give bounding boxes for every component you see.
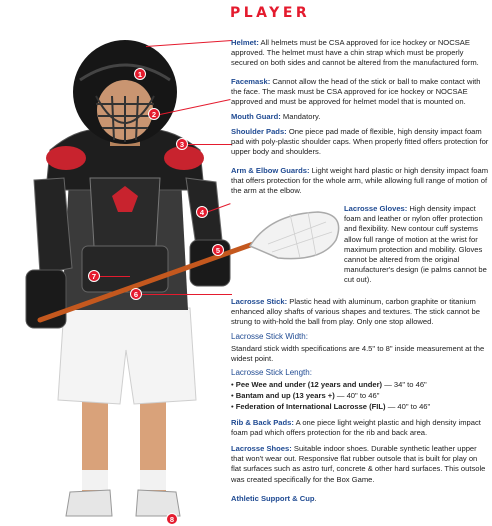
shoulder-pads-term: Shoulder Pads:: [231, 127, 287, 136]
shoes-text: Suitable indoor shoes. Durable synthetic leather upper that won't wear out. Responsive flat rubber outsole that is built for play on flat surfaces such as astro turf, concrete & other hard surfaces. This outsole was created specifically for the Box Game.: [231, 444, 486, 484]
rib-pads-section: [231, 418, 489, 438]
stick-length-item: • Federation of International Lacrosse (FIL) — 40" to 46": [231, 402, 431, 411]
shoes-term: Lacrosse Shoes:: [231, 444, 292, 453]
left-arm-guard: [34, 178, 72, 274]
facemask-section: [231, 77, 489, 108]
left-shoe-icon: [66, 490, 112, 516]
marker-7: 7: [88, 270, 100, 282]
stick-length-heading: Lacrosse Stick Length:: [231, 368, 312, 377]
facemask-term: Facemask:: [231, 77, 271, 86]
rib-pads-term: Rib & Back Pads:: [231, 418, 294, 427]
marker-2: 2: [148, 108, 160, 120]
marker-5: 5: [212, 244, 224, 256]
page-title: PLAYER: [230, 5, 311, 21]
shoes-section: [231, 444, 489, 485]
shoulder-pads-section: [231, 127, 489, 158]
rib-leader: [100, 276, 130, 277]
facemask-text: Cannot allow the head of the stick or ball to make contact with the face. The mask must be CSA approved for ice hockey or NOCSAE approved and must be approved for helmet model that is mounted on.: [231, 77, 481, 107]
right-shoe-icon: [136, 490, 180, 516]
marker-3: 3: [176, 138, 188, 150]
stick-head: [250, 212, 339, 259]
stick-width-heading: Lacrosse Stick Width:: [231, 332, 308, 341]
shoulder-pads-text: One piece pad made of flexible, high density impact foam pad with poly-plastic shoulder caps. When properly fitted offers protection for upper body and shoulders.: [231, 127, 489, 157]
stick-length-item: • Pee Wee and under (12 years and under) — 34" to 46": [231, 380, 427, 389]
marker-4: 4: [196, 206, 208, 218]
rib-pads-text: A one piece light weight plastic and high density impact foam pad which offers protection for the rib and back area.: [231, 418, 481, 438]
rib-pad: [82, 246, 168, 292]
arm-guards-text: Light weight hard plastic or high density impact foam that offers protection for the whole arm, while allowing full range of motion of the arm at the elbow.: [231, 166, 489, 196]
helmet-section: [231, 38, 489, 69]
marker-8: 8: [166, 513, 178, 525]
shoulder-leader: [186, 144, 232, 145]
stick-width-text: Standard stick width specifications are 4.5" to 8" inside measurement at the widest point.: [231, 344, 485, 364]
stick-term: Lacrosse Stick:: [231, 297, 288, 306]
support-section: [231, 494, 489, 504]
mouth-guard-term: Mouth Guard:: [231, 112, 281, 121]
stick-section: [231, 297, 489, 328]
mouth-guard-section: [231, 112, 489, 122]
marker-6: 6: [130, 288, 142, 300]
support-text: .: [314, 494, 317, 503]
stick-length-item: • Bantam and up (13 years +) — 40" to 46": [231, 391, 380, 400]
gloves-text: High density impact foam and leather or nylon offer protection and flexibility. New contour cuff systems allow full range of motion at the wrist for maximum protection and mobility. Gloves cannot be altered from the original manufacturer's design (ie palms cannot be cut out).: [344, 204, 487, 285]
arm-guards-section: [231, 166, 489, 197]
gloves-term: Lacrosse Gloves:: [344, 204, 408, 213]
helmet-term: Helmet:: [231, 38, 259, 47]
shorts: [58, 308, 196, 404]
stick-text: Plastic head with aluminum, carbon graphite or titanium enhanced alloy shafts of various shapes and textures. The stick cannot be strung to with-hold the ball from play. Only one stop allowed.: [231, 297, 480, 327]
support-term: Athletic Support & Cup: [231, 494, 315, 503]
mouth-guard-text: Mandatory.: [280, 112, 321, 121]
stick-leader: [142, 294, 232, 295]
arm-guards-term: Arm & Elbow Guards:: [231, 166, 310, 175]
gloves-section: [344, 204, 490, 286]
helmet-text: All helmets must be CSA approved for ice hockey or NOCSAE approved. The helmet must have a chin strap which must be properly secured on both sides and cannot be altered from the manufactured form.: [231, 38, 479, 68]
marker-1: 1: [134, 68, 146, 80]
